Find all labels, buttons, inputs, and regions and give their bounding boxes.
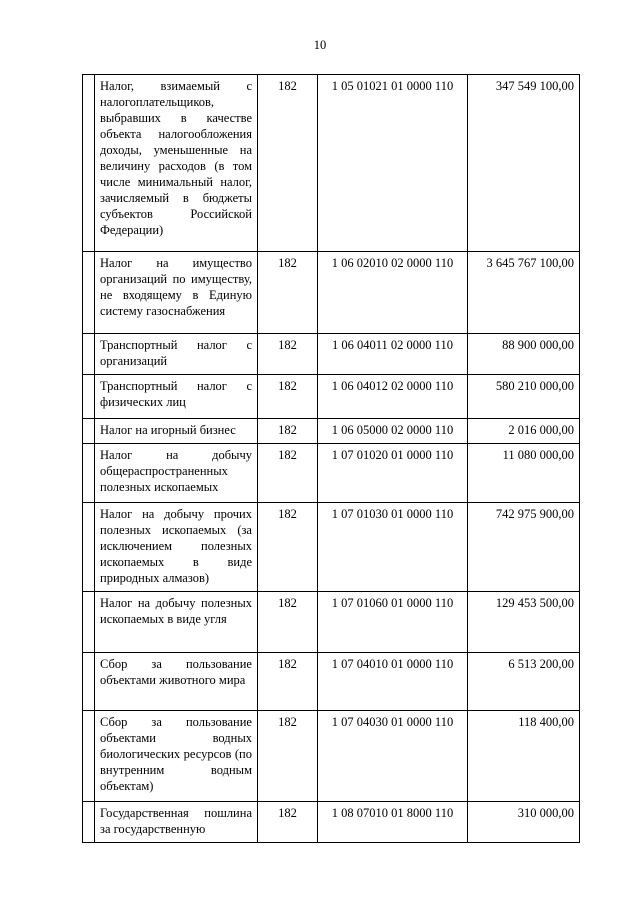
budget-code-cell: 1 06 04011 02 0000 110 [318, 334, 468, 375]
admin-code-cell: 182 [258, 503, 318, 592]
amount-cell: 11 080 000,00 [468, 444, 580, 503]
empty-cell [83, 711, 95, 802]
revenue-name-text: Государственная пошлина за государственную [100, 806, 252, 836]
amount-cell: 6 513 200,00 [468, 653, 580, 711]
table-row [83, 444, 580, 503]
amount-cell: 129 453 500,00 [468, 592, 580, 653]
empty-cell [83, 375, 95, 419]
empty-cell [83, 802, 95, 843]
table-row [83, 252, 580, 334]
revenue-name-cell: Транспортный налог с организаций [95, 334, 258, 375]
budget-code-cell: 1 07 04030 01 0000 110 [318, 711, 468, 802]
budget-code-cell: 1 06 04012 02 0000 110 [318, 375, 468, 419]
amount-cell: 310 000,00 [468, 802, 580, 843]
amount-cell: 347 549 100,00 [468, 75, 580, 252]
admin-code-cell: 182 [258, 375, 318, 419]
table-row [83, 592, 580, 653]
revenue-table [82, 74, 580, 843]
revenue-name-cell: Налог на добычу полезных ископаемых в виде угля [95, 592, 258, 653]
table-row [83, 503, 580, 592]
amount-cell: 88 900 000,00 [468, 334, 580, 375]
admin-code-cell: 182 [258, 711, 318, 802]
admin-code-cell: 182 [258, 419, 318, 444]
empty-cell [83, 252, 95, 334]
budget-code-cell: 1 07 04010 01 0000 110 [318, 653, 468, 711]
admin-code-cell: 182 [258, 334, 318, 375]
empty-cell [83, 334, 95, 375]
budget-code-cell: 1 06 05000 02 0000 110 [318, 419, 468, 444]
budget-code-cell: 1 08 07010 01 8000 110 [318, 802, 468, 843]
table-row [83, 375, 580, 419]
page-number: 10 [313, 38, 327, 52]
table-row [83, 653, 580, 711]
amount-cell: 742 975 900,00 [468, 503, 580, 592]
empty-cell [83, 592, 95, 653]
empty-cell [83, 503, 95, 592]
admin-code-cell: 182 [258, 252, 318, 334]
revenue-name-cell: Сбор за пользование объектами животного мира [95, 653, 258, 711]
admin-code-cell: 182 [258, 802, 318, 843]
revenue-name-cell [95, 802, 258, 843]
budget-code-cell: 1 06 02010 02 0000 110 [318, 252, 468, 334]
admin-code-cell: 182 [258, 444, 318, 503]
revenue-name-cell: Налог, взимаемый с налогоплательщиков, выбравших в качестве объекта налогообложения доходы, уменьшенные на величину расходов (в том числе минимальный налог, зачисляемый в бюджеты субъектов Российской Федерации) [95, 75, 258, 252]
amount-cell: 3 645 767 100,00 [468, 252, 580, 334]
empty-cell [83, 653, 95, 711]
empty-cell [83, 444, 95, 503]
revenue-name-cell: Налог на добычу прочих полезных ископаемых (за исключением полезных ископаемых в виде природных алмазов) [95, 503, 258, 592]
table-row [83, 334, 580, 375]
revenue-name-cell: Налог на имущество организаций по имуществу, не входящему в Единую систему газоснабжения [95, 252, 258, 334]
table-row [83, 419, 580, 444]
table-row [83, 802, 580, 843]
budget-code-cell: 1 05 01021 01 0000 110 [318, 75, 468, 252]
budget-code-cell: 1 07 01060 01 0000 110 [318, 592, 468, 653]
budget-code-cell: 1 07 01020 01 0000 110 [318, 444, 468, 503]
amount-cell: 580 210 000,00 [468, 375, 580, 419]
budget-code-cell: 1 07 01030 01 0000 110 [318, 503, 468, 592]
table-row [83, 75, 580, 252]
empty-cell [83, 419, 95, 444]
admin-code-cell: 182 [258, 75, 318, 252]
admin-code-cell: 182 [258, 653, 318, 711]
table-row [83, 711, 580, 802]
revenue-name-cell: Сбор за пользование объектами водных биологических ресурсов (по внутренним водным объектам) [95, 711, 258, 802]
amount-cell: 2 016 000,00 [468, 419, 580, 444]
revenue-name-cell: Налог на добычу общераспространенных полезных ископаемых [95, 444, 258, 503]
revenue-name-cell: Транспортный налог с физических лиц [95, 375, 258, 419]
revenue-name-cell: Налог на игорный бизнес [95, 419, 258, 444]
admin-code-cell: 182 [258, 592, 318, 653]
empty-cell [83, 75, 95, 252]
amount-cell: 118 400,00 [468, 711, 580, 802]
